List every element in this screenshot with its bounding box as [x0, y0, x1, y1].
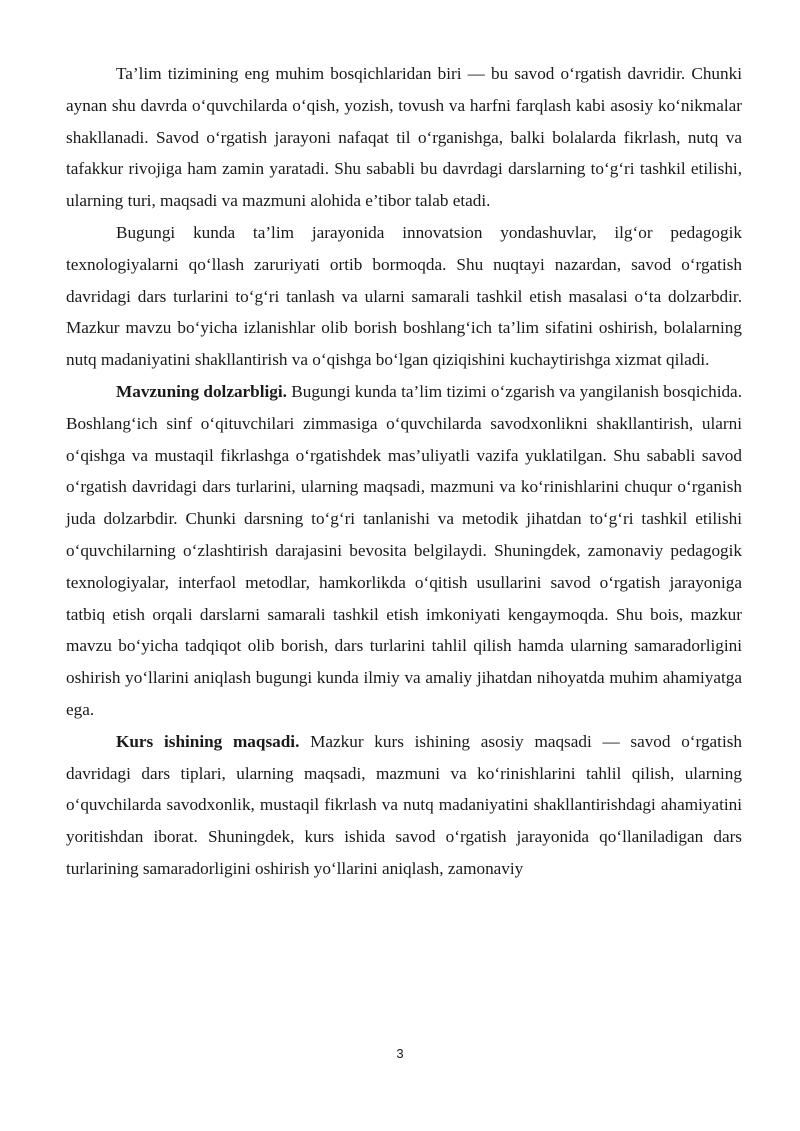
document-body	[66, 58, 742, 885]
paragraph-heading: Mavzuning dolzarbligi.	[116, 381, 287, 401]
paragraph-heading: Kurs ishining maqsadi.	[116, 731, 300, 751]
paragraph-text: Ta’lim tizimining eng muhim bosqichlaridan biri — bu savod oʻrgatish davridir. Chunki aynan shu davrda oʻquvchilarda oʻqish, yozish, tovush va harfni farqlash kabi asosiy koʻnikmalar shakllanadi. Savod oʻrgatish jarayoni nafaqat til oʻrganishga, balki bolalarda fikrlash, nutq va tafakkur rivojiga ham zamin yaratadi. Shu sababli bu davrdagi darslarning toʻgʻri tashkil etilishi, ularning turi, maqsadi va mazmuni alohida e’tibor talab etadi.	[66, 64, 742, 211]
paragraph-relevance	[66, 376, 742, 726]
paragraph-text: Bugungi kunda ta’lim jarayonida innovatsion yondashuvlar, ilgʻor pedagogik texnologiyalarni qoʻllash zaruriyati ortib bormoqda. Shu nuqtayi nazardan, savod oʻrgatish davridagi dars turlarini toʻgʻri tanlash va ularni samarali tashkil etish masalasi oʻta dolzarbdir. Mazkur mavzu boʻyicha izlanishlar olib borish boshlangʻich ta’lim sifatini oshirish, bolalarning nutq madaniyatini shakllantirish va oʻqishga boʻlgan qiziqishini kuchaytirishga xizmat qiladi.	[66, 222, 742, 370]
paragraph-innovation	[66, 217, 742, 376]
paragraph-text: Bugungi kunda ta’lim tizimi oʻzgarish va yangilanish bosqichida. Boshlangʻich sinf oʻqituvchilari zimmasiga oʻquvchilarda savodxonlikni shakllantirish, ularni oʻqishga va mustaqil fikrlashga oʻrgatishdek mas’uliyatli vazifa yuklatilgan. Shu sababli savod oʻrgatish davridagi dars turlarini, ularning maqsadi, mazmuni va koʻrinishlarini chuqur oʻrganish juda dolzarbdir. Chunki darsning toʻgʻri tanlanishi va metodik jihatdan toʻgʻri tashkil etilishi oʻquvchilarning oʻzlashtirish darajasini bevosita belgilaydi. Shuningdek, zamonaviy pedagogik texnologiyalar, interfaol metodlar, hamkorlikda oʻqitish usullarini savod oʻrgatish jarayoniga tatbiq etish orqali darslarni samarali tashkil etish imkoniyati kengaymoqda. Shu bois, mazkur mavzu boʻyicha tadqiqot olib borish, dars turlarini tahlil qilish hamda ularning samaradorligini oshirish yoʻllarini aniqlash bugungi kunda ilmiy va amaliy jihatdan nihoyatda muhim ahamiyatga ega.	[66, 381, 742, 719]
paragraph-text: Mazkur kurs ishining asosiy maqsadi — savod oʻrgatish davridagi dars tiplari, ularning maqsadi, mazmuni va koʻrinishlarini tahlil qilish, ularning oʻquvchilarda savodxonlik, mustaqil fikrlash va nutq madaniyatini shakllantirishdagi ahamiyatini yoritishdan iborat. Shuningdek, kurs ishida savod oʻrgatish jarayonida qoʻllaniladigan dars turlarining samaradorligini oshirish yoʻllarini aniqlash, zamonaviy	[66, 731, 742, 878]
paragraph-intro	[66, 58, 742, 217]
paragraph-goal	[66, 726, 742, 885]
page-number: 3	[396, 1046, 404, 1061]
